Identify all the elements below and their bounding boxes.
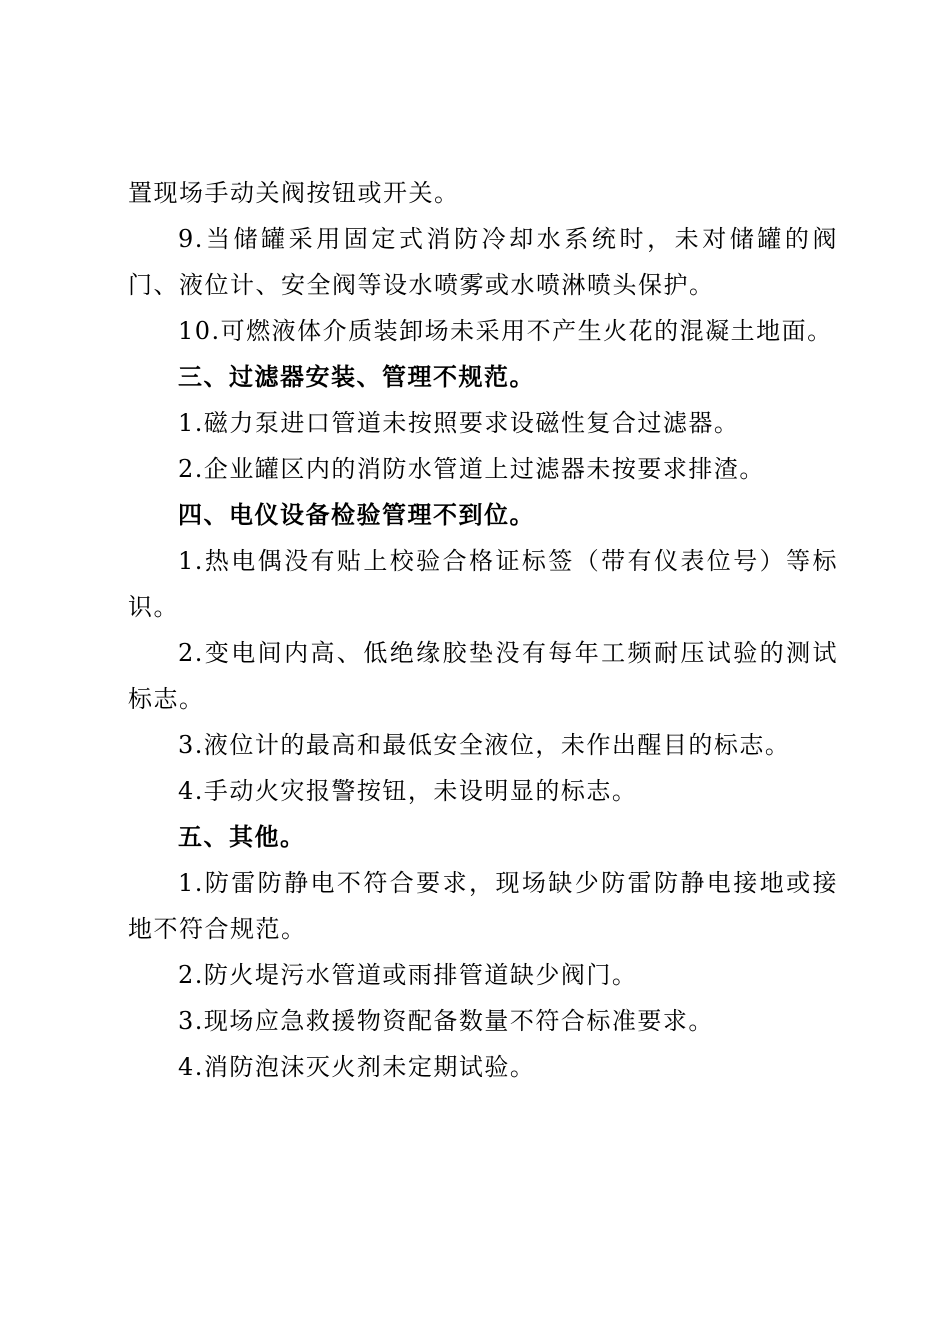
paragraph-item: 4.消防泡沫灭火剂未定期试验。 xyxy=(178,1053,536,1081)
paragraph-item: 2.防火堤污水管道或雨排管道缺少阀门。 xyxy=(178,961,638,989)
section-heading-4: 四、电仪设备检验管理不到位。 xyxy=(178,501,535,529)
paragraph-item: 4.手动火灾报警按钮，未设明显的标志。 xyxy=(178,777,638,805)
paragraph-continuation: 置现场手动关阀按钮或开关。 xyxy=(128,179,460,207)
paragraph-item: 1.热电偶没有贴上校验合格证标签（带有仪表位号）等标识。 xyxy=(128,547,838,621)
paragraph-item: 1.磁力泵进口管道未按照要求设磁性复合过滤器。 xyxy=(178,409,740,437)
document-body xyxy=(128,170,838,1090)
paragraph-item: 2.变电间内高、低绝缘胶垫没有每年工频耐压试验的测试标志。 xyxy=(128,639,838,713)
paragraph-item: 1.防雷防静电不符合要求，现场缺少防雷防静电接地或接地不符合规范。 xyxy=(128,869,838,943)
paragraph-item: 3.液位计的最高和最低安全液位，未作出醒目的标志。 xyxy=(178,731,791,759)
paragraph-item-10: 10.可燃液体介质装卸场未采用不产生火花的混凝土地面。 xyxy=(178,317,833,345)
paragraph-item-9: 9.当储罐采用固定式消防冷却水系统时，未对储罐的阀门、液位计、安全阀等设水喷雾或水喷淋喷头保护。 xyxy=(128,225,838,299)
section-heading-5: 五、其他。 xyxy=(178,823,306,851)
section-heading-3: 三、过滤器安装、管理不规范。 xyxy=(178,363,535,391)
paragraph-item: 3.现场应急救援物资配备数量不符合标准要求。 xyxy=(178,1007,714,1035)
paragraph-item: 2.企业罐区内的消防水管道上过滤器未按要求排渣。 xyxy=(178,455,765,483)
